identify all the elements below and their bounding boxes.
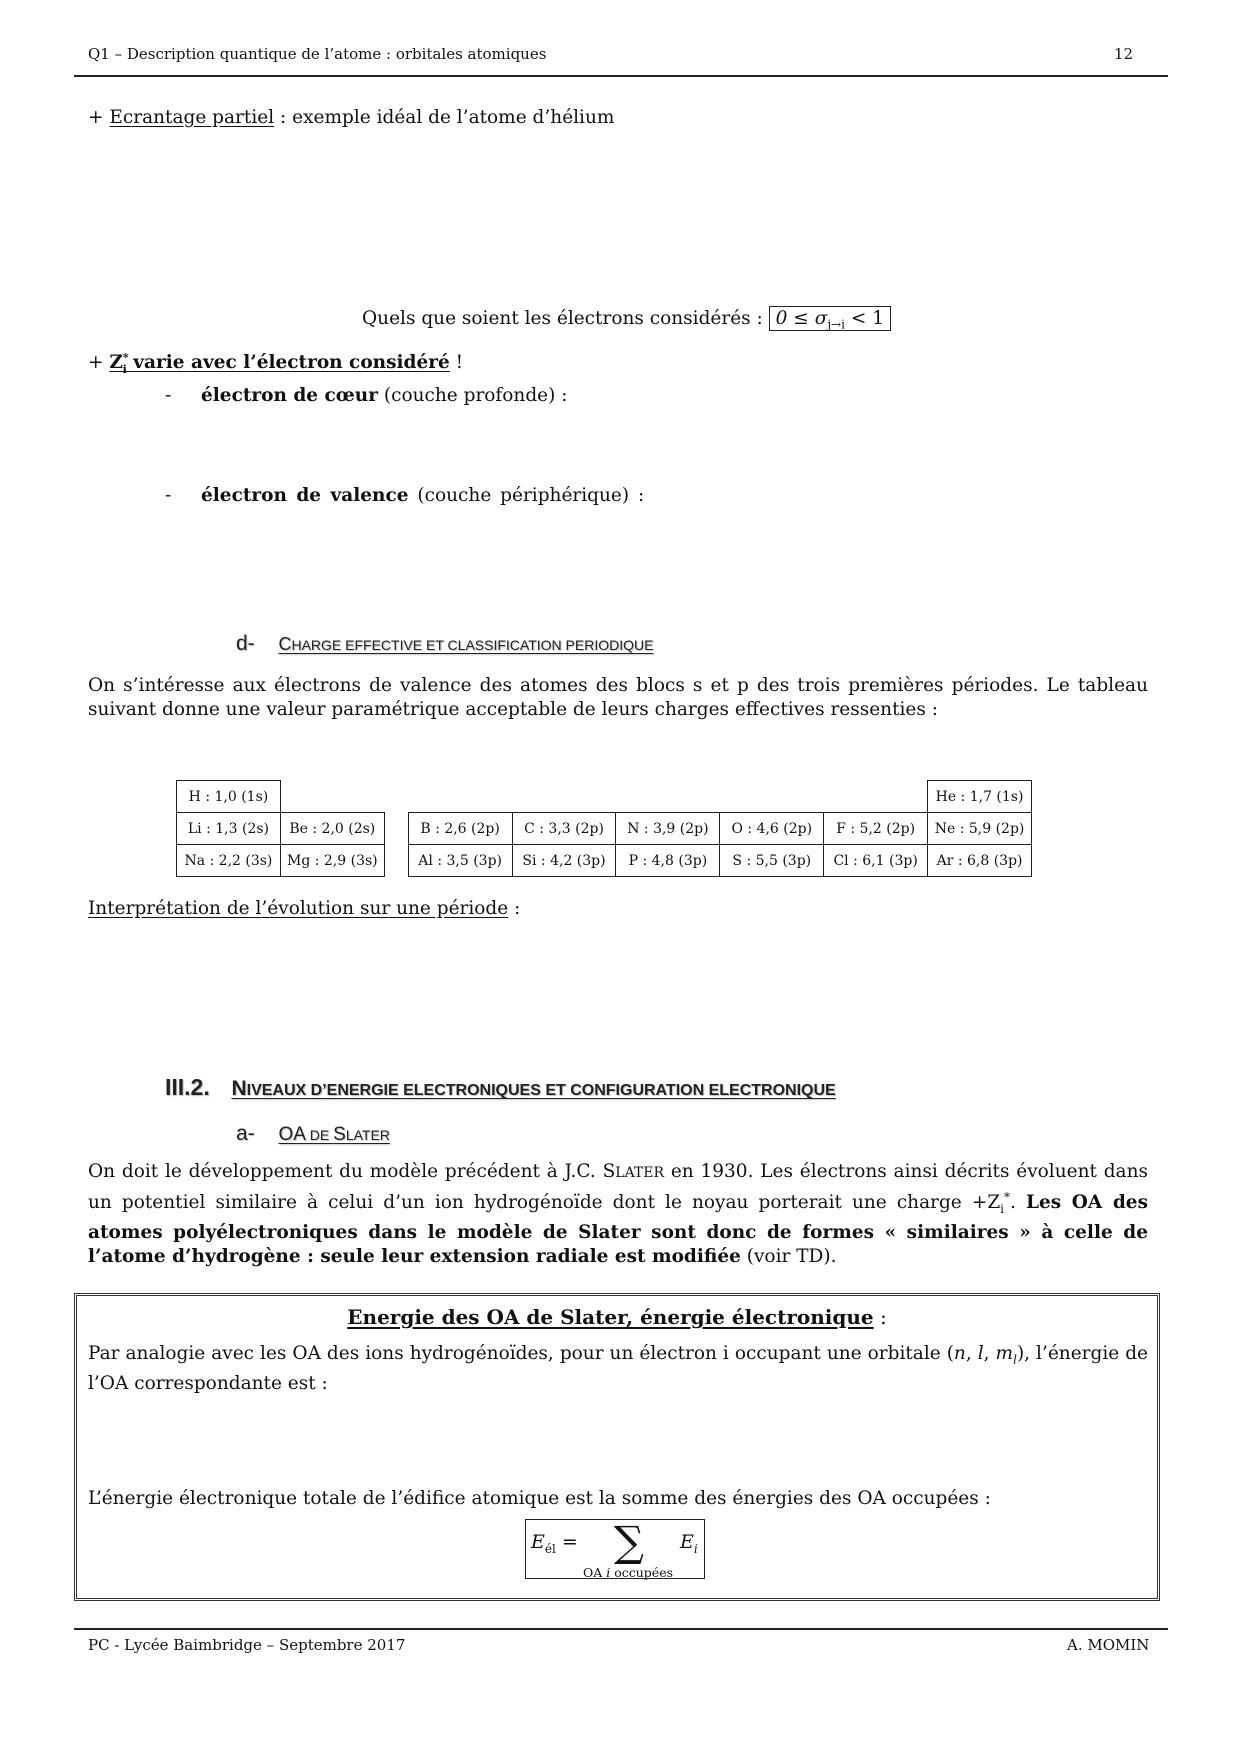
sum-rhs bbox=[680, 1531, 698, 1556]
plus-marker-2: + bbox=[88, 352, 110, 374]
sum-lhs bbox=[531, 1531, 578, 1556]
table-cell: B : 2,6 (2p) bbox=[408, 813, 512, 845]
box-title-end: : bbox=[873, 1305, 887, 1329]
table-cell: Al : 3,5 (3p) bbox=[408, 845, 512, 877]
sum-under-rest: occupées bbox=[610, 1565, 674, 1580]
sigma-formula-box bbox=[769, 306, 891, 331]
section-a-slater-s: S bbox=[602, 1161, 616, 1182]
sigma-sub: j→i bbox=[827, 317, 845, 332]
section-III2-title-n: N bbox=[231, 1077, 247, 1100]
table-cell: Mg : 2,9 (3s) bbox=[280, 845, 384, 877]
box-p1 bbox=[88, 1342, 1148, 1396]
box-p1-l: l bbox=[977, 1343, 984, 1364]
table-cell-h: H : 1,0 (1s) bbox=[177, 781, 281, 813]
zi-sup: * bbox=[122, 351, 129, 364]
table-cell: Ne : 5,9 (2p) bbox=[928, 813, 1032, 845]
section-a-zi-sup: * bbox=[1004, 1190, 1011, 1204]
table-cell: O : 4,6 (2p) bbox=[720, 813, 824, 845]
table-cell-empty bbox=[824, 781, 928, 813]
item-coeur bbox=[165, 384, 765, 408]
table-cell-empty bbox=[616, 781, 720, 813]
sum-under-i: i bbox=[606, 1565, 611, 1580]
item-valence-dash: - bbox=[165, 485, 172, 506]
sigma-end: < 1 bbox=[844, 308, 884, 329]
table-cell: F : 5,2 (2p) bbox=[824, 813, 928, 845]
table-cell: Ar : 6,8 (3p) bbox=[928, 845, 1032, 877]
table-cell-empty bbox=[720, 781, 824, 813]
table-row bbox=[177, 781, 1032, 813]
table-cell-empty bbox=[384, 781, 408, 813]
section-a-label: a- bbox=[236, 1122, 255, 1145]
item-coeur-bold: électron de cœur bbox=[201, 385, 378, 406]
box-p1-m: m bbox=[995, 1343, 1014, 1364]
section-a-title-de: DE bbox=[305, 1127, 334, 1143]
sum-eq: = bbox=[555, 1531, 578, 1553]
ecrantage-heading bbox=[88, 106, 614, 130]
section-a-paragraph bbox=[88, 1160, 1148, 1269]
table-cell-he: He : 1,7 (1s) bbox=[928, 781, 1032, 813]
item-valence-rest: (couche périphérique) : bbox=[408, 485, 645, 506]
sum-under-oa: OA bbox=[583, 1565, 607, 1580]
item-valence-bold: électron de valence bbox=[201, 485, 409, 506]
page-number: 12 bbox=[1114, 45, 1134, 63]
box-title-text: Energie des OA de Slater, énergie électronique bbox=[347, 1305, 874, 1329]
footer-right: A. MOMIN bbox=[1067, 1636, 1150, 1654]
box-title bbox=[74, 1305, 1160, 1329]
sigma-formula: 0 ≤ σ bbox=[775, 308, 828, 329]
zi-heading bbox=[88, 346, 463, 382]
sum-lhs-e: E bbox=[531, 1531, 545, 1553]
zi-sub: i bbox=[122, 362, 127, 376]
item-coeur-rest: (couche profonde) : bbox=[377, 385, 568, 406]
sum-sigma: ∑ bbox=[614, 1517, 644, 1566]
section-III2-title-rest: ENERGIE ELECTRONIQUES ET CONFIGURATION ELECTRONIQUE bbox=[326, 1082, 836, 1099]
section-a-heading bbox=[236, 1122, 390, 1146]
table-cell-empty bbox=[512, 781, 616, 813]
item-coeur-dash: - bbox=[165, 385, 172, 406]
table-cell-empty bbox=[280, 781, 384, 813]
table-cell: C : 3,3 (2p) bbox=[512, 813, 616, 845]
section-III2-title bbox=[231, 1077, 836, 1100]
section-d-title-c: C bbox=[278, 634, 292, 654]
box-p1-n: n bbox=[953, 1343, 966, 1364]
box-p1-end: ), l’énergie de l’OA correspondante est : bbox=[88, 1343, 1148, 1394]
section-a-zi-sub: i bbox=[1000, 1201, 1005, 1216]
section-III2-title-part1: IVEAUX D’ bbox=[246, 1082, 327, 1099]
section-a-end: (voir TD). bbox=[740, 1245, 837, 1267]
table-cell: Si : 4,2 (3p) bbox=[512, 845, 616, 877]
table-cell: Cl : 6,1 (3p) bbox=[824, 845, 928, 877]
table-row bbox=[177, 813, 1032, 845]
interpretation-label: Interprétation de l’évolution sur une période bbox=[88, 898, 509, 919]
sum-rhs-e: E bbox=[680, 1531, 694, 1553]
table-cell: P : 4,8 (3p) bbox=[616, 845, 720, 877]
zi-title-rest: varie avec l’électron considéré bbox=[126, 352, 450, 374]
box-p1-sep1: , bbox=[965, 1343, 978, 1364]
interpretation-line bbox=[88, 897, 520, 921]
section-d-title bbox=[278, 634, 654, 654]
footer-left: PC - Lycée Baimbridge – Septembre 2017 bbox=[88, 1636, 406, 1654]
ecrantage-title: Ecrantage partiel bbox=[109, 107, 275, 128]
box-p1-msub: l bbox=[1013, 1352, 1017, 1367]
section-a-title-rest: LATER bbox=[345, 1127, 390, 1143]
zi-end: ! bbox=[449, 352, 464, 374]
zi-z: Z bbox=[109, 352, 123, 374]
item-valence bbox=[165, 484, 765, 508]
section-d-title-rest: HARGE EFFECTIVE ET CLASSIFICATION PERIODIQUE bbox=[291, 637, 654, 653]
zeff-table bbox=[176, 780, 1032, 877]
ecrantage-rest: : exemple idéal de l’atome d’hélium bbox=[274, 107, 615, 128]
interpretation-end: : bbox=[508, 898, 521, 919]
table-cell: Li : 1,3 (2s) bbox=[177, 813, 281, 845]
sum-rhs-sub: i bbox=[693, 1541, 698, 1556]
footer-rule bbox=[74, 1628, 1168, 1630]
section-d-heading bbox=[236, 632, 653, 656]
box-p1-start: Par analogie avec les OA des ions hydrogénoïdes, pour un électron i occupant une orbitale ( bbox=[88, 1343, 954, 1364]
section-a-p1: On doit le développement du modèle précédent à J.C. bbox=[88, 1161, 603, 1182]
section-a-bold: Les OA des atomes polyélectroniques dans le modèle de Slater sont donc de formes « similaires » à celle de l’atome d’hydrogène : seule leur extension radiale est modifiée bbox=[88, 1192, 1148, 1267]
section-a-p2: en 1930. Les électrons ainsi décrits évoluent dans un potentiel similaire à celui d’un ion hydrogénoïde dont le noyau porterait une charge +Z bbox=[88, 1161, 1148, 1214]
section-d-label: d- bbox=[236, 632, 255, 655]
section-a-dot: . bbox=[1010, 1192, 1026, 1214]
table-cell: S : 5,5 (3p) bbox=[720, 845, 824, 877]
section-a-title-s: S bbox=[333, 1124, 346, 1145]
sum-lhs-sub: él bbox=[544, 1541, 556, 1556]
table-cell-empty bbox=[384, 813, 408, 845]
section-III2-number: III.2. bbox=[165, 1074, 210, 1100]
sum-under bbox=[583, 1565, 673, 1580]
table-row bbox=[177, 845, 1032, 877]
table-cell-empty bbox=[408, 781, 512, 813]
table-cell: N : 3,9 (2p) bbox=[616, 813, 720, 845]
table-cell: Be : 2,0 (2s) bbox=[280, 813, 384, 845]
section-a-title bbox=[278, 1124, 390, 1145]
box-p2: L’énergie électronique totale de l’édifice atomique est la somme des énergies des OA occupées : bbox=[88, 1488, 991, 1509]
header-title: Q1 – Description quantique de l’atome : orbitales atomiques bbox=[88, 45, 547, 63]
section-III2-heading bbox=[165, 1074, 836, 1101]
zi-title bbox=[109, 351, 450, 376]
table-cell: Na : 2,2 (3s) bbox=[177, 845, 281, 877]
sigma-text: Quels que soient les électrons considérés : bbox=[362, 308, 769, 329]
section-d-paragraph: On s’intéresse aux électrons de valence des atomes des blocs s et p des trois premières périodes. Le tableau suivant donne une valeur paramétrique acceptable de leurs charges effectives ressenties : bbox=[88, 675, 1148, 720]
table-cell-empty bbox=[384, 845, 408, 877]
sigma-line bbox=[362, 307, 891, 337]
header-rule bbox=[74, 75, 1168, 77]
section-a-slater-rest: LATER bbox=[615, 1165, 665, 1181]
plus-marker: + bbox=[88, 107, 110, 128]
box-p1-sep2: , bbox=[983, 1343, 996, 1364]
section-a-title-oa: OA bbox=[278, 1124, 306, 1145]
